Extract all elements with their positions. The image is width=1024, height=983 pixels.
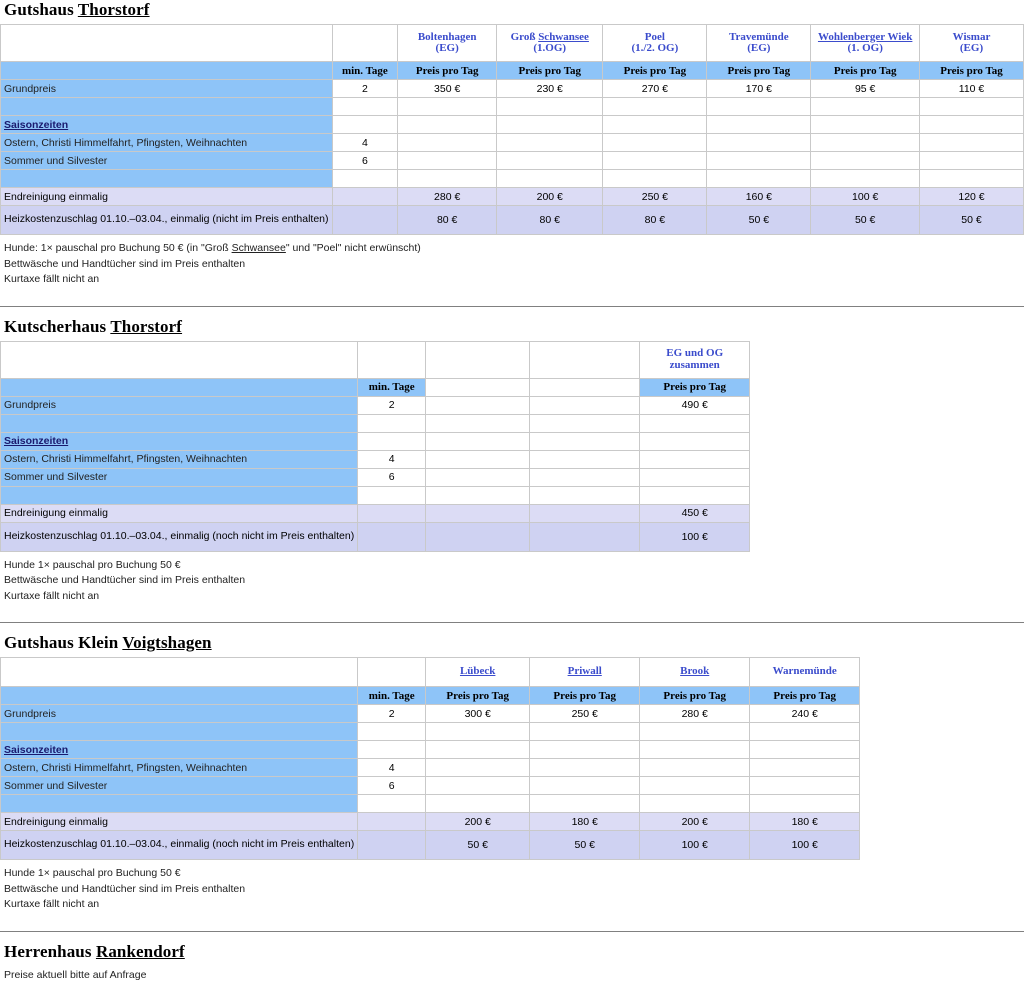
cell-empty	[426, 432, 530, 450]
cell-empty	[332, 98, 398, 116]
row-label-sommer: Sommer und Silvester	[1, 777, 358, 795]
table-row-endreinigung	[1, 813, 860, 831]
cell-empty	[426, 777, 530, 795]
section-title-1-plain: Gutshaus	[4, 0, 78, 19]
location-header-boltenhagen: Boltenhagen (EG)	[398, 25, 497, 62]
grundpreis-value-1: 300 €	[426, 705, 530, 723]
table-row-grundpreis	[1, 396, 750, 414]
cell-empty	[707, 170, 811, 188]
cell-empty	[640, 450, 750, 468]
row-label-ostern: Ostern, Christi Himmelfahrt, Pfingsten, Weihnachten	[1, 450, 358, 468]
row-label-heizkosten: Heizkostenzuschlag 01.10.–03.04., einmalig (nicht im Preis enthalten)	[1, 206, 333, 235]
table-row-heizkosten	[1, 206, 1024, 235]
location-header-priwall: Priwall	[530, 658, 640, 687]
cell-empty	[707, 134, 811, 152]
cell-empty	[497, 152, 603, 170]
grundpreis-min-tage: 2	[358, 396, 426, 414]
price-table-1	[0, 24, 1024, 235]
row-label-heizkosten: Heizkostenzuschlag 01.10.–03.04., einmalig (noch nicht im Preis enthalten)	[1, 831, 358, 860]
cell-empty	[640, 741, 750, 759]
row-label-saisonzeiten: Saisonzeiten	[1, 741, 358, 759]
section-gutshaus-thorstorf	[0, 0, 1024, 288]
section-title-4	[0, 942, 1024, 966]
cell-empty	[811, 116, 920, 134]
table-row-grundpreis	[1, 705, 860, 723]
cell-empty	[920, 152, 1024, 170]
endreinigung-value-5: 100 €	[811, 188, 920, 206]
row-label-sommer: Sommer und Silvester	[1, 152, 333, 170]
cell-empty	[398, 98, 497, 116]
cell-empty	[603, 98, 707, 116]
heizkosten-value-5: 50 €	[811, 206, 920, 235]
cell-empty	[358, 341, 426, 378]
section-title-3-underlined: Voigtshagen	[122, 633, 211, 652]
cell-empty	[640, 777, 750, 795]
cell-empty	[332, 25, 398, 62]
note-item: Bettwäsche und Handtücher sind im Preis enthalten	[4, 573, 1024, 589]
cell-empty	[1, 658, 358, 687]
cell-empty	[811, 134, 920, 152]
sommer-min-tage: 6	[358, 777, 426, 795]
cell-empty	[426, 759, 530, 777]
cell-empty	[530, 396, 640, 414]
cell-empty	[332, 170, 398, 188]
heizkosten-value-3: 100 €	[640, 831, 750, 860]
endreinigung-value-3: 200 €	[640, 813, 750, 831]
grundpreis-value-5: 95 €	[811, 80, 920, 98]
grundpreis-value-3: 270 €	[603, 80, 707, 98]
row-label-endreinigung: Endreinigung einmalig	[1, 813, 358, 831]
section-title-1-underlined: Thorstorf	[78, 0, 150, 19]
cell-empty	[707, 98, 811, 116]
grundpreis-value-2: 250 €	[530, 705, 640, 723]
table-row-spacer	[1, 98, 1024, 116]
note-item: Hunde 1× pauschal pro Buchung 50 €	[4, 866, 1024, 882]
cell-empty	[530, 468, 640, 486]
location-header-gross-schwansee: Groß Schwansee (1.OG)	[497, 25, 603, 62]
cell-empty	[530, 723, 640, 741]
row-label-grundpreis: Grundpreis	[1, 396, 358, 414]
endreinigung-value-2: 180 €	[530, 813, 640, 831]
row-label-grundpreis: Grundpreis	[1, 705, 358, 723]
grundpreis-min-tage: 2	[358, 705, 426, 723]
heizkosten-value-2: 80 €	[497, 206, 603, 235]
grundpreis-value-1: 490 €	[640, 396, 750, 414]
location-header-poel: Poel (1./2. OG)	[603, 25, 707, 62]
cell-empty	[426, 396, 530, 414]
table-row-spacer	[1, 795, 860, 813]
cell-empty	[920, 116, 1024, 134]
heizkosten-value-1: 100 €	[640, 522, 750, 551]
col-header-preis-1: Preis pro Tag	[398, 62, 497, 80]
cell-empty	[811, 152, 920, 170]
col-header-min-tage: min. Tage	[332, 62, 398, 80]
col-header-preis-5: Preis pro Tag	[811, 62, 920, 80]
heizkosten-value-4: 50 €	[707, 206, 811, 235]
cell-empty	[603, 134, 707, 152]
cell-empty	[530, 759, 640, 777]
sommer-min-tage: 6	[332, 152, 398, 170]
cell-empty	[1, 25, 333, 62]
notes-section-3	[0, 860, 1024, 913]
cell-empty	[640, 468, 750, 486]
cell-empty	[750, 795, 860, 813]
table-row-column-headers	[1, 378, 750, 396]
table-row-ostern	[1, 134, 1024, 152]
row-label-endreinigung: Endreinigung einmalig	[1, 504, 358, 522]
table-row-ostern	[1, 759, 860, 777]
section-title-3-plain: Gutshaus Klein	[4, 633, 122, 652]
row-label-ostern: Ostern, Christi Himmelfahrt, Pfingsten, Weihnachten	[1, 134, 333, 152]
cell-empty	[358, 414, 426, 432]
table-row-sommer	[1, 152, 1024, 170]
cell-empty	[530, 378, 640, 396]
section-gutshaus-klein-voigtshagen	[0, 633, 1024, 913]
endreinigung-value-6: 120 €	[920, 188, 1024, 206]
cell-empty	[358, 813, 426, 831]
cell-empty	[358, 522, 426, 551]
cell-empty	[530, 522, 640, 551]
section-title-3	[0, 633, 1024, 657]
location-header-luebeck: Lübeck	[426, 658, 530, 687]
cell-empty	[707, 116, 811, 134]
price-table-2	[0, 341, 750, 552]
location-header-travemuende: Travemünde (EG)	[707, 25, 811, 62]
cell-empty	[1, 414, 358, 432]
cell-empty	[358, 432, 426, 450]
cell-empty	[358, 486, 426, 504]
grundpreis-value-6: 110 €	[920, 80, 1024, 98]
row-label-endreinigung: Endreinigung einmalig	[1, 188, 333, 206]
location-header-wohlenberger-wiek: Wohlenberger Wiek (1. OG)	[811, 25, 920, 62]
cell-empty	[530, 414, 640, 432]
cell-empty	[497, 116, 603, 134]
endreinigung-value-2: 200 €	[497, 188, 603, 206]
cell-empty	[530, 795, 640, 813]
cell-empty	[530, 432, 640, 450]
ostern-min-tage: 4	[332, 134, 398, 152]
grundpreis-value-3: 280 €	[640, 705, 750, 723]
note-item: Preise aktuell bitte auf Anfrage	[4, 968, 1024, 983]
cell-empty	[707, 152, 811, 170]
price-table-3	[0, 657, 860, 860]
row-label-saisonzeiten: Saisonzeiten	[1, 432, 358, 450]
cell-empty	[497, 170, 603, 188]
section-title-2-plain: Kutscherhaus	[4, 317, 110, 336]
endreinigung-value-3: 250 €	[603, 188, 707, 206]
ostern-min-tage: 4	[358, 759, 426, 777]
col-header-preis-3: Preis pro Tag	[603, 62, 707, 80]
note-item: Hunde: 1× pauschal pro Buchung 50 € (in "Groß Schwansee" und "Poel" nicht erwünscht)	[4, 241, 1024, 257]
cell-empty	[332, 188, 398, 206]
cell-empty	[750, 759, 860, 777]
cell-empty	[603, 170, 707, 188]
table-row-spacer	[1, 723, 860, 741]
cell-empty	[640, 432, 750, 450]
heizkosten-value-4: 100 €	[750, 831, 860, 860]
cell-empty	[332, 206, 398, 235]
location-header-warnemuende: Warnemünde	[750, 658, 860, 687]
section-title-1	[0, 0, 1024, 24]
cell-empty	[358, 831, 426, 860]
cell-empty	[398, 134, 497, 152]
note-item: Kurtaxe fällt nicht an	[4, 897, 1024, 913]
cell-empty	[426, 486, 530, 504]
cell-empty	[640, 759, 750, 777]
cell-empty	[530, 741, 640, 759]
cell-empty	[1, 170, 333, 188]
heizkosten-value-1: 50 €	[426, 831, 530, 860]
cell-empty	[398, 116, 497, 134]
cell-empty	[358, 723, 426, 741]
section-title-2-underlined: Thorstorf	[110, 317, 182, 336]
cell-empty	[426, 723, 530, 741]
cell-empty	[750, 723, 860, 741]
col-header-min-tage: min. Tage	[358, 687, 426, 705]
cell-empty	[640, 723, 750, 741]
heizkosten-value-1: 80 €	[398, 206, 497, 235]
cell-empty	[603, 116, 707, 134]
cell-empty	[426, 378, 530, 396]
cell-empty	[811, 170, 920, 188]
cell-empty	[640, 414, 750, 432]
table-row-column-headers	[1, 687, 860, 705]
table-row-sommer	[1, 777, 860, 795]
col-header-preis-1: Preis pro Tag	[426, 687, 530, 705]
table-row-locations	[1, 341, 750, 378]
row-label-sommer: Sommer und Silvester	[1, 468, 358, 486]
table-row-locations	[1, 25, 1024, 62]
table-row-saisonzeiten	[1, 741, 860, 759]
cell-empty	[358, 741, 426, 759]
cell-empty	[426, 522, 530, 551]
table-row-heizkosten	[1, 831, 860, 860]
cell-empty	[530, 341, 640, 378]
cell-empty	[426, 450, 530, 468]
row-label-grundpreis: Grundpreis	[1, 80, 333, 98]
cell-empty	[811, 98, 920, 116]
note-item: Hunde 1× pauschal pro Buchung 50 €	[4, 558, 1024, 574]
ostern-min-tage: 4	[358, 450, 426, 468]
cell-empty	[530, 504, 640, 522]
cell-empty	[530, 777, 640, 795]
grundpreis-value-4: 170 €	[707, 80, 811, 98]
table-row-saisonzeiten	[1, 116, 1024, 134]
grundpreis-value-1: 350 €	[398, 80, 497, 98]
table-row-spacer	[1, 486, 750, 504]
cell-empty	[640, 486, 750, 504]
cell-empty	[426, 795, 530, 813]
grundpreis-min-tage: 2	[332, 80, 398, 98]
section-title-2	[0, 317, 1024, 341]
heizkosten-value-3: 80 €	[603, 206, 707, 235]
cell-empty	[398, 170, 497, 188]
row-label-ostern: Ostern, Christi Himmelfahrt, Pfingsten, Weihnachten	[1, 759, 358, 777]
note-item: Bettwäsche und Handtücher sind im Preis enthalten	[4, 257, 1024, 273]
heizkosten-value-6: 50 €	[920, 206, 1024, 235]
location-header-wismar: Wismar (EG)	[920, 25, 1024, 62]
cell-empty	[497, 98, 603, 116]
row-label-heizkosten: Heizkostenzuschlag 01.10.–03.04., einmalig (noch nicht im Preis enthalten)	[1, 522, 358, 551]
cell-empty	[920, 134, 1024, 152]
table-row-heizkosten	[1, 522, 750, 551]
col-header-min-tage: min. Tage	[358, 378, 426, 396]
table-row-column-headers	[1, 62, 1024, 80]
table-row-spacer	[1, 414, 750, 432]
cell-empty	[750, 777, 860, 795]
table-row-grundpreis	[1, 80, 1024, 98]
notes-section-4	[0, 966, 1024, 983]
location-header-brook: Brook	[640, 658, 750, 687]
cell-empty	[1, 341, 358, 378]
cell-empty	[530, 486, 640, 504]
endreinigung-value-1: 200 €	[426, 813, 530, 831]
cell-empty	[920, 170, 1024, 188]
cell-empty	[603, 152, 707, 170]
table-row-endreinigung	[1, 504, 750, 522]
cell-empty	[426, 741, 530, 759]
col-header-preis-4: Preis pro Tag	[707, 62, 811, 80]
endreinigung-value-4: 160 €	[707, 188, 811, 206]
cell-empty	[1, 62, 333, 80]
cell-empty	[358, 658, 426, 687]
cell-empty	[1, 795, 358, 813]
cell-empty	[358, 504, 426, 522]
cell-empty	[530, 450, 640, 468]
location-header-eg-und-og: EG und OG zusammen	[640, 341, 750, 378]
table-row-saisonzeiten	[1, 432, 750, 450]
notes-section-1	[0, 235, 1024, 288]
section-title-4-underlined: Rankendorf	[96, 942, 185, 961]
cell-empty	[497, 134, 603, 152]
note-item: Bettwäsche und Handtücher sind im Preis enthalten	[4, 882, 1024, 898]
cell-empty	[1, 486, 358, 504]
cell-empty	[398, 152, 497, 170]
table-row-ostern	[1, 450, 750, 468]
endreinigung-value-4: 180 €	[750, 813, 860, 831]
cell-empty	[1, 723, 358, 741]
endreinigung-value-1: 450 €	[640, 504, 750, 522]
cell-empty	[332, 116, 398, 134]
row-label-saisonzeiten: Saisonzeiten	[1, 116, 333, 134]
cell-empty	[1, 98, 333, 116]
cell-empty	[750, 741, 860, 759]
table-row-spacer	[1, 170, 1024, 188]
cell-empty	[1, 687, 358, 705]
note-item: Kurtaxe fällt nicht an	[4, 272, 1024, 288]
col-header-preis-2: Preis pro Tag	[530, 687, 640, 705]
notes-section-2	[0, 552, 1024, 605]
table-row-sommer	[1, 468, 750, 486]
note-item: Kurtaxe fällt nicht an	[4, 589, 1024, 605]
col-header-preis-4: Preis pro Tag	[750, 687, 860, 705]
grundpreis-value-2: 230 €	[497, 80, 603, 98]
table-row-locations	[1, 658, 860, 687]
sommer-min-tage: 6	[358, 468, 426, 486]
cell-empty	[426, 414, 530, 432]
endreinigung-value-1: 280 €	[398, 188, 497, 206]
cell-empty	[426, 341, 530, 378]
col-header-preis-6: Preis pro Tag	[920, 62, 1024, 80]
cell-empty	[640, 795, 750, 813]
section-kutscherhaus-thorstorf	[0, 317, 1024, 605]
grundpreis-value-4: 240 €	[750, 705, 860, 723]
cell-empty	[920, 98, 1024, 116]
cell-empty	[426, 468, 530, 486]
col-header-preis-1: Preis pro Tag	[640, 378, 750, 396]
section-title-4-plain: Herrenhaus	[4, 942, 96, 961]
col-header-preis-3: Preis pro Tag	[640, 687, 750, 705]
cell-empty	[358, 795, 426, 813]
cell-empty	[1, 378, 358, 396]
heizkosten-value-2: 50 €	[530, 831, 640, 860]
table-row-endreinigung	[1, 188, 1024, 206]
col-header-preis-2: Preis pro Tag	[497, 62, 603, 80]
cell-empty	[426, 504, 530, 522]
